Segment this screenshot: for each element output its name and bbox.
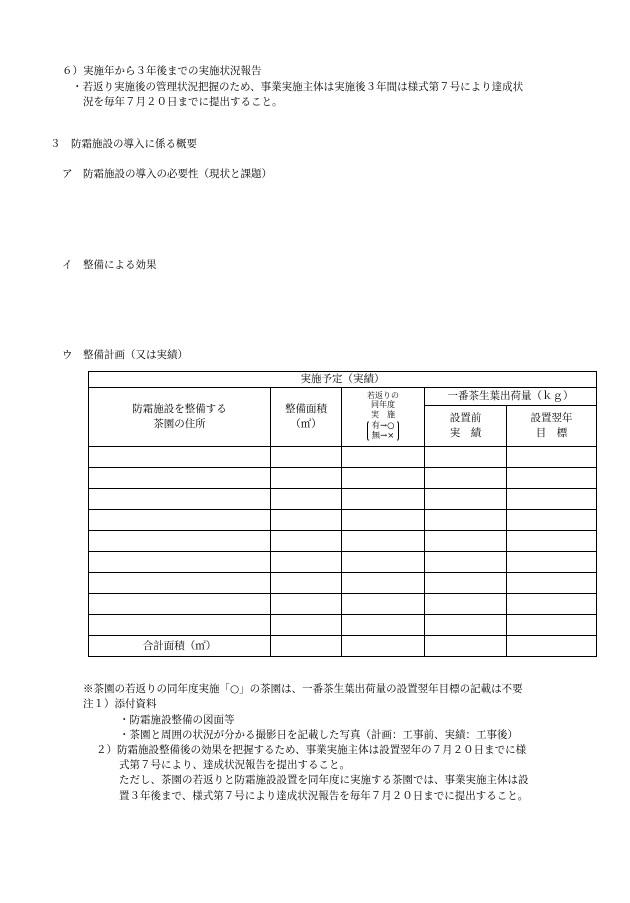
cell-address[interactable] [89,468,271,489]
table-row [89,510,597,531]
cell-area[interactable] [271,552,342,573]
cell-address[interactable] [89,489,271,510]
header-address [89,388,271,447]
cell-target[interactable] [507,594,597,615]
header-rejuvenation [342,388,425,447]
cell-target[interactable] [507,468,597,489]
table-row [89,594,597,615]
header-rejuv-line2: 同年度 [371,400,395,410]
header-target-line2: 目 標 [535,427,568,440]
cell-area[interactable] [271,510,342,531]
header-address-line1: 防霜施設を整備する [132,403,227,415]
cell-before[interactable] [425,573,507,594]
header-rejuv-no: 無→× [371,430,395,441]
header-rejuv-bracket [367,420,398,442]
note1-item-b: ・茶園と周囲の状況が分かる撮影日を記載した写真（計画：工事前、実績：工事後） [119,729,518,741]
subsection-a-heading: ア 防霜施設の導入の必要性（現状と課題） [62,168,272,180]
cell-before[interactable] [425,489,507,510]
cell-area[interactable] [271,489,342,510]
section6-bullet-line2: 況を毎年７月２０日までに提出すること。 [83,96,283,108]
subsection-u-heading: ウ 整備計画（又は実績） [62,349,188,361]
cell-address[interactable] [89,594,271,615]
cell-before[interactable] [425,594,507,615]
cell-before[interactable] [425,468,507,489]
cell-rejuv[interactable] [342,531,425,552]
header-yield: 一番茶生葉出荷量（ｋｇ） [425,388,597,406]
cell-address[interactable] [89,573,271,594]
cell-target[interactable] [507,510,597,531]
total-target-cell [507,636,597,657]
header-plan: 実施予定（実績） [89,372,597,388]
cell-before[interactable] [425,531,507,552]
cell-rejuv[interactable] [342,447,425,468]
note-asterisk: ※茶園の若返りの同年度実施「○」の茶園は、一番茶生葉出荷量の設置翌年目標の記載は不要 [83,683,523,695]
note2-line2: 式第７号により、達成状況報告を提出すること。 [119,759,350,771]
section6-heading: ６）実施年から３年後までの実施状況報告 [62,65,262,77]
cell-before[interactable] [425,510,507,531]
total-label: 合計面積（㎡） [89,636,271,657]
cell-before[interactable] [425,447,507,468]
header-rejuv-yes: 有→○ [371,420,395,431]
table-row [89,573,597,594]
table-row [89,531,597,552]
table-row [89,615,597,636]
header-before [425,406,507,447]
cell-address[interactable] [89,552,271,573]
note1-item-a: ・防霜施設整備の図面等 [119,714,235,726]
cell-target[interactable] [507,531,597,552]
cell-rejuv[interactable] [342,594,425,615]
table-row [89,468,597,489]
header-rejuv-line1: 若返りの [367,391,399,401]
cell-area[interactable] [271,615,342,636]
header-area-line2: （㎡） [290,418,322,431]
note2-line1: ２）防霜施設整備後の効果を把握するため、事業実施主体は設置翌年の７月２０日までに様 [96,744,527,756]
table-row [89,447,597,468]
header-target [507,406,597,447]
cell-area[interactable] [271,468,342,489]
cell-target[interactable] [507,552,597,573]
cell-rejuv[interactable] [342,468,425,489]
table-total-row [89,636,597,657]
cell-address[interactable] [89,615,271,636]
note2-line4: 置３年後まで、様式第７号により達成状況報告を毎年７月２０日までに提出すること。 [119,790,529,802]
cell-area[interactable] [271,531,342,552]
cell-area[interactable] [271,594,342,615]
cell-rejuv[interactable] [342,573,425,594]
table-header-top-row [89,372,597,388]
total-rejuv-cell [342,636,425,657]
section6-bullet-line1: ・若返り実施後の管理状況把握のため、事業実施主体は実施後３年間は様式第７号により達成状 [72,81,524,93]
cell-before[interactable] [425,552,507,573]
cell-before[interactable] [425,615,507,636]
cell-rejuv[interactable] [342,552,425,573]
header-before-line1: 設置前 [449,412,482,424]
cell-area[interactable] [271,573,342,594]
section3-heading: ３ 防霜施設の導入に係る概要 [50,138,197,150]
total-area-cell[interactable] [271,636,342,657]
header-before-line2: 実 績 [449,427,482,440]
table-row [89,489,597,510]
cell-rejuv[interactable] [342,510,425,531]
header-target-line1: 設置翌年 [530,412,573,424]
cell-address[interactable] [89,531,271,552]
header-area [271,388,342,447]
cell-address[interactable] [89,447,271,468]
cell-rejuv[interactable] [342,489,425,510]
header-rejuv-line3: 実 施 [371,409,395,419]
cell-address[interactable] [89,510,271,531]
cell-target[interactable] [507,573,597,594]
note1-heading: 注１）添付資料 [83,698,157,710]
cell-target[interactable] [507,489,597,510]
header-area-line1: 整備面積 [285,403,327,415]
note2-line3: ただし、茶園の若返りと防霜施設設置を同年度に実施する茶園では、事業実施主体は設 [119,774,529,786]
total-before-cell [425,636,507,657]
header-address-line2: 茶園の住所 [153,418,206,431]
plan-table [88,371,597,657]
subsection-i-heading: イ 整備による効果 [62,259,157,271]
cell-target[interactable] [507,447,597,468]
cell-area[interactable] [271,447,342,468]
table-body [89,447,597,636]
cell-target[interactable] [507,615,597,636]
cell-rejuv[interactable] [342,615,425,636]
table-row [89,552,597,573]
table-header-row [89,388,597,406]
